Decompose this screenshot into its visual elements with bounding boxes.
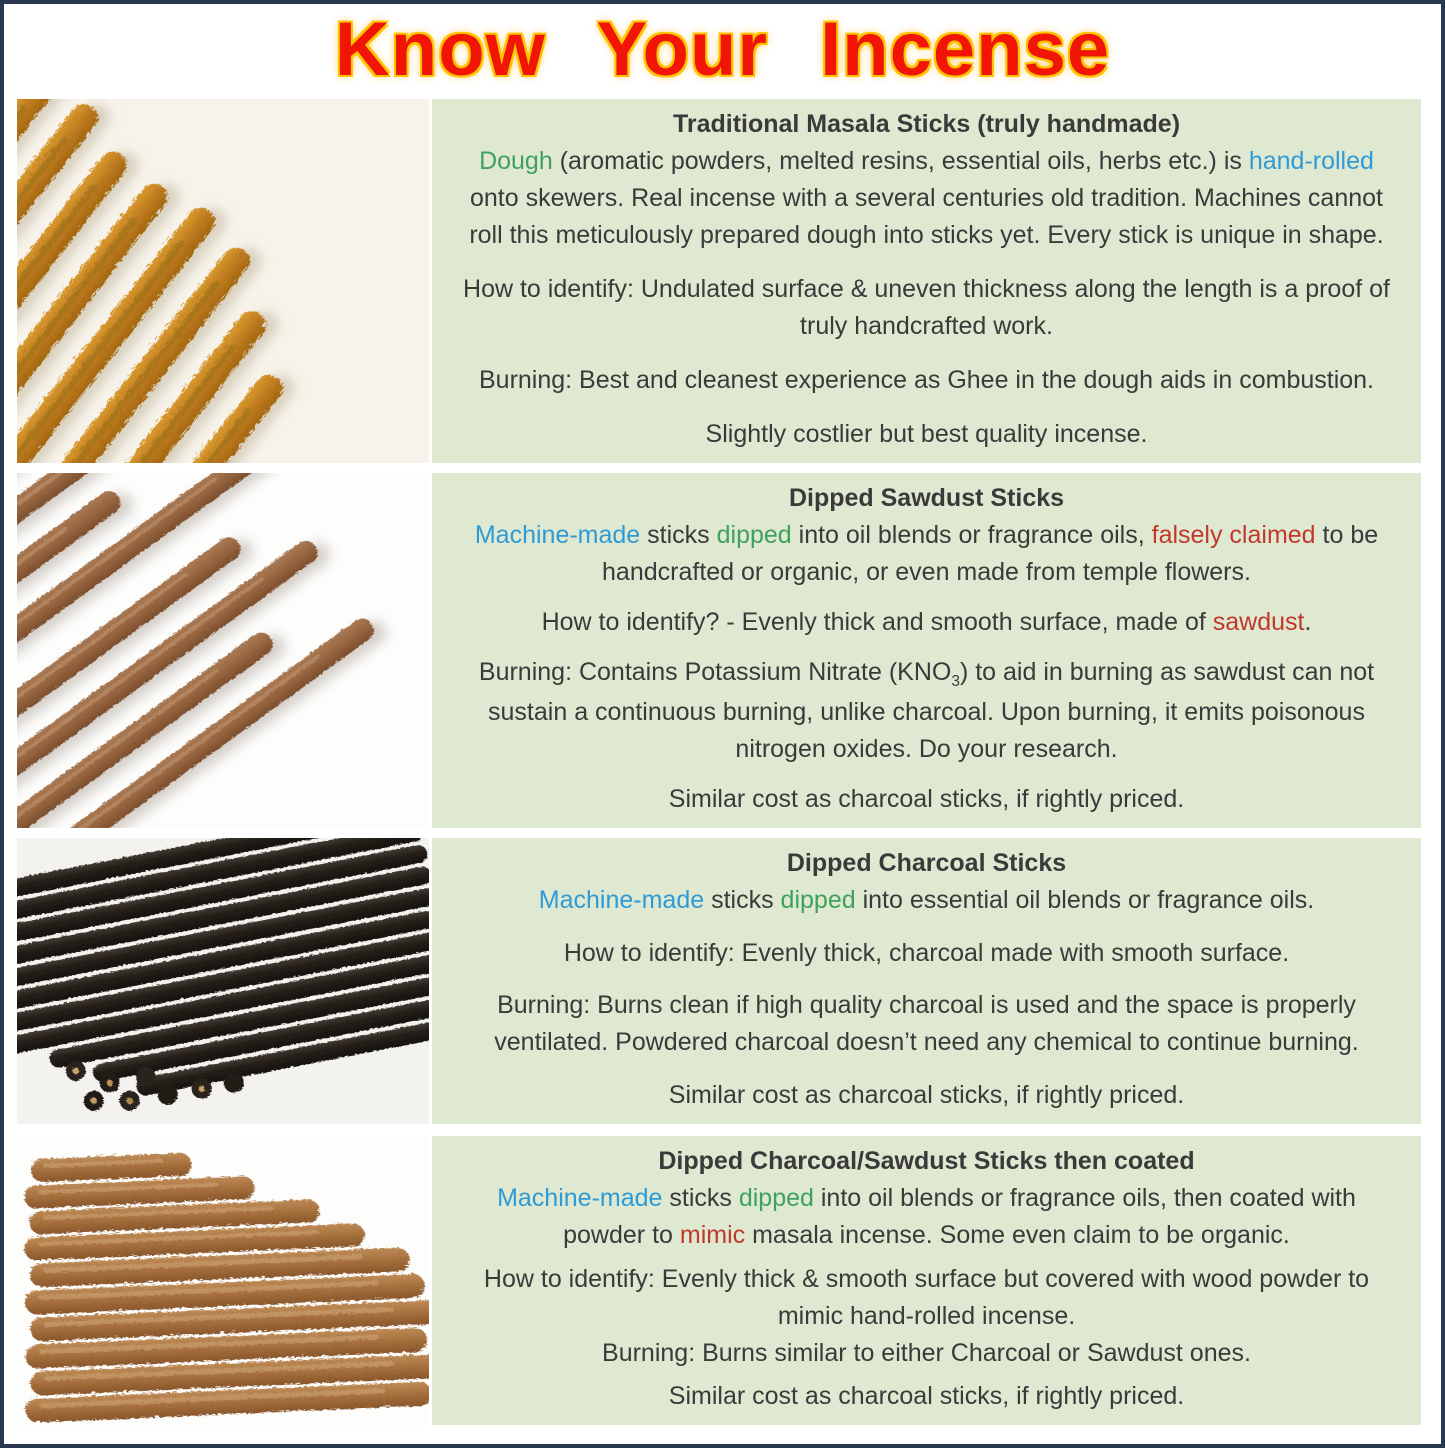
section-heading xyxy=(454,106,1399,143)
highlighted-text: hand-rolled xyxy=(1248,147,1374,175)
text-block xyxy=(454,1077,1399,1114)
section-paragraph xyxy=(454,362,1399,399)
section-heading xyxy=(454,1143,1399,1180)
section-paragraph xyxy=(454,1077,1399,1114)
section-paragraph xyxy=(454,143,1399,254)
highlighted-text: mimic xyxy=(679,1221,746,1249)
text-segment: Dipped Sawdust Sticks xyxy=(788,484,1065,512)
section-paragraph xyxy=(454,654,1399,768)
highlighted-text: Machine-made xyxy=(538,886,705,914)
text-segment: sticks xyxy=(704,886,781,914)
text-segment: onto skewers. Real incense with a several centuries old tradition. Machines cannot roll this meticulously prepared dough into sticks yet. Every stick is unique in shape. xyxy=(469,184,1384,249)
section-paragraph xyxy=(454,604,1399,641)
text-segment: sticks xyxy=(662,1184,739,1212)
text-segment: How to identify: Evenly thick, charcoal made with smooth surface. xyxy=(563,938,1290,967)
section-paragraph xyxy=(454,781,1399,818)
text-block xyxy=(454,604,1399,641)
text-block xyxy=(454,781,1399,818)
text-segment: to be handcrafted or organic, or even made from temple flowers. xyxy=(602,521,1379,586)
section-paragraph xyxy=(454,1335,1399,1372)
section-paragraph xyxy=(454,517,1399,591)
text-block xyxy=(454,480,1399,591)
coated-info-panel xyxy=(432,1136,1421,1425)
highlighted-text: Machine-made xyxy=(497,1184,663,1212)
masala-info-panel xyxy=(432,99,1421,463)
highlighted-text: dipped xyxy=(738,1184,814,1212)
highlighted-text: Dough xyxy=(479,147,553,175)
highlighted-text: falsely claimed xyxy=(1151,521,1316,549)
section-dipped-sawdust xyxy=(0,473,1445,828)
highlighted-text: dipped xyxy=(716,521,792,549)
charcoal-info-panel xyxy=(432,838,1421,1124)
highlighted-text: sawdust xyxy=(1212,608,1305,637)
charcoal-sticks-photo xyxy=(17,838,429,1124)
text-segment: into essential oil blends or fragrance oils. xyxy=(855,886,1315,914)
section-paragraph xyxy=(454,882,1399,919)
text-segment: (aromatic powders, melted resins, essential oils, herbs etc.) is xyxy=(552,147,1249,175)
sawdust-sticks-photo xyxy=(17,473,429,828)
text-segment: Burning: Burns clean if high quality charcoal is used and the space is properly ventilated. Powdered charcoal doesn’t need any chemical to continue burning. xyxy=(494,991,1359,1057)
text-segment: . xyxy=(1304,608,1312,637)
section-heading xyxy=(454,480,1399,517)
text-segment: ) to aid in burning as sawdust can not sustain a continuous burning, unlike charcoal. Upon burning, it emits poisonous nitrogen oxides. Do your research. xyxy=(488,658,1375,763)
section-paragraph xyxy=(454,1378,1399,1415)
text-segment: Dipped Charcoal/Sawdust Sticks then coated xyxy=(658,1147,1195,1175)
section-heading xyxy=(454,845,1399,882)
text-segment: Burning: Contains Potassium Nitrate (KNO xyxy=(478,658,952,687)
text-block xyxy=(454,987,1399,1061)
text-block xyxy=(454,1378,1399,1415)
text-segment: masala incense. Some even claim to be organic. xyxy=(745,1221,1290,1249)
section-paragraph xyxy=(454,1261,1399,1335)
section-paragraph xyxy=(454,1180,1399,1254)
text-block xyxy=(454,1143,1399,1254)
text-segment: Slightly costlier but best quality incense. xyxy=(705,420,1148,448)
section-paragraph xyxy=(454,987,1399,1061)
text-block xyxy=(454,362,1399,399)
section-dipped-coated xyxy=(0,1136,1445,1425)
section-paragraph xyxy=(454,271,1399,345)
text-block xyxy=(454,106,1399,254)
text-block xyxy=(454,416,1399,453)
coated-sticks-photo xyxy=(17,1136,429,1425)
text-segment: How to identify: Undulated surface & uneven thickness along the length is a proof of truly handcrafted work. xyxy=(463,275,1390,340)
text-segment: into oil blends or fragrance oils, xyxy=(791,521,1152,549)
page-title: Know Your Incense xyxy=(334,7,1111,92)
text-block xyxy=(454,1261,1399,1372)
sawdust-info-panel xyxy=(432,473,1421,828)
text-block xyxy=(454,935,1399,972)
section-traditional-masala xyxy=(0,99,1445,463)
text-segment: 3 xyxy=(951,673,960,691)
text-segment: Similar cost as charcoal sticks, if rightly priced. xyxy=(668,1080,1185,1109)
text-segment: How to identify? - Evenly thick and smooth surface, made of xyxy=(541,608,1213,637)
section-dipped-charcoal xyxy=(0,838,1445,1124)
highlighted-text: dipped xyxy=(780,886,856,914)
text-segment: Similar cost as charcoal sticks, if rightly priced. xyxy=(668,1382,1185,1410)
text-segment: sticks xyxy=(640,521,717,549)
text-segment: into oil blends or fragrance oils, then coated with powder to xyxy=(563,1184,1356,1249)
text-block xyxy=(454,654,1399,768)
text-segment: Similar cost as charcoal sticks, if rightly priced. xyxy=(668,784,1185,813)
text-block xyxy=(454,271,1399,345)
text-segment: Burning: Burns similar to either Charcoal or Sawdust ones. xyxy=(602,1338,1251,1367)
text-segment: How to identify: Evenly thick & smooth surface but covered with wood powder to mimic hand-rolled incense. xyxy=(483,1264,1370,1330)
text-segment: Burning: Best and cleanest experience as Ghee in the dough aids in combustion. xyxy=(478,366,1375,394)
text-block xyxy=(454,845,1399,919)
section-paragraph xyxy=(454,416,1399,453)
text-segment: Dipped Charcoal Sticks xyxy=(786,849,1067,877)
masala-sticks-photo xyxy=(17,99,429,463)
highlighted-text: Machine-made xyxy=(474,521,641,549)
text-segment: Traditional Masala Sticks (truly handmade) xyxy=(672,110,1181,138)
section-paragraph xyxy=(454,935,1399,972)
